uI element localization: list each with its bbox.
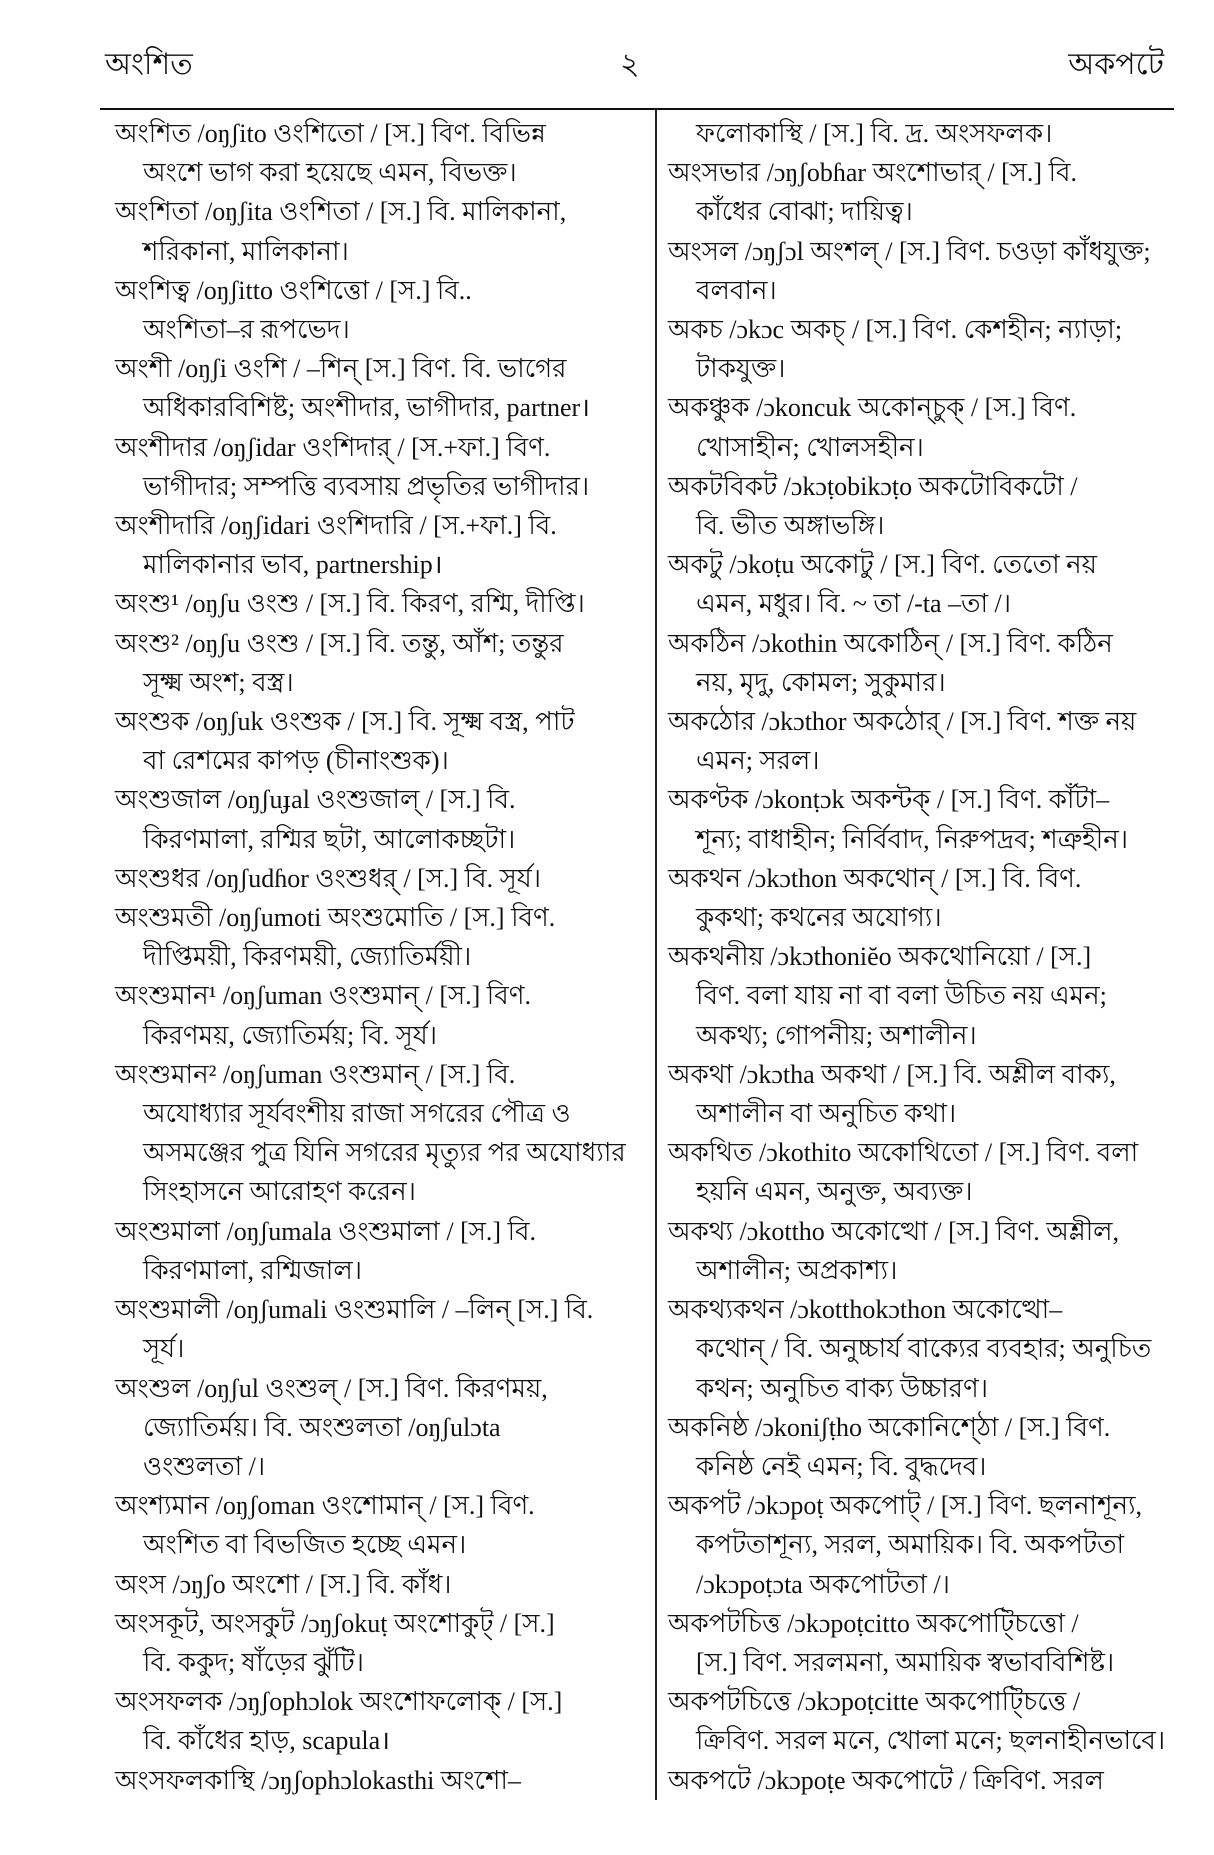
entry-headword-line: অকথন /ɔkɔthon অকথোন্ / [স.] বি. বিণ. — [668, 863, 1082, 893]
entry-headword-line: অংশুমান² /oŋʃuman ওংশুমান্ / [স.] বি. — [115, 1059, 516, 1089]
dictionary-entry — [668, 859, 1188, 937]
entry-headword-line: অংসকূট, অংসকুট /ɔŋʃokuṭ অংশোকুট্ / [স.] — [115, 1608, 555, 1638]
entry-headword-line: অকথিত /ɔkothito অকোথিতো / [স.] বিণ. বলা — [668, 1138, 1139, 1168]
entry-definition-line: সূক্ষ্ম অংশ; বস্ত্র। — [143, 667, 294, 697]
dictionary-entry — [115, 976, 650, 1054]
entry-definition-line: কিরণমালা, রশ্মির ছটা, আলোকচ্ছটা। — [143, 824, 516, 854]
entry-definition-line: এমন; সরল। — [696, 746, 820, 776]
entry-headword-line: অংস /ɔŋʃo অংশো / [স.] বি. কাঁধ। — [115, 1569, 452, 1599]
dictionary-entry — [115, 1369, 650, 1487]
dictionary-entry — [115, 192, 650, 270]
dictionary-entry — [115, 859, 650, 898]
entry-definition-line: শূন্য; বাধাহীন; নির্বিবাদ, নিরুপদ্রব; শত্রুহীন। — [696, 824, 1129, 854]
entry-headword-line: অংশুজাল /oŋʃuɟal ওংশুজাল্ / [স.] বি. — [115, 785, 516, 815]
entry-headword-line: অংশিত /oŋʃito ওংশিতো / [স.] বিণ. বিভিন্ন — [115, 119, 546, 148]
entry-definition-line: বলবান। — [696, 275, 777, 305]
entry-definition-line: বি. ককুদ; ষাঁড়ের ঝুঁটি। — [143, 1647, 364, 1677]
dictionary-entry — [668, 310, 1188, 388]
dictionary-entry — [115, 114, 650, 192]
dictionary-entry — [115, 506, 650, 584]
entry-definition-line: কিরণমালা, রশ্মিজাল। — [143, 1255, 363, 1285]
dictionary-entry — [668, 1055, 1188, 1133]
entry-definition-line: কাঁধের বোঝা; দায়িত্ব। — [696, 197, 913, 227]
dictionary-entry — [668, 1212, 1188, 1290]
dictionary-entry — [115, 1055, 650, 1212]
entry-definition-line: কনিষ্ঠ নেই এমন; বি. বুদ্ধদেব। — [696, 1451, 987, 1481]
dictionary-entry — [668, 1682, 1188, 1760]
entry-headword-line: অকঞ্চুক /ɔkoncuk অকোন্চুক্ / [স.] বিণ. — [668, 393, 1077, 423]
dictionary-entry — [668, 114, 1188, 153]
dictionary-entry — [115, 428, 650, 506]
entry-definition-line: ফলোকাস্থি / [স.] বি. দ্র. অংসফলক। — [696, 119, 1053, 148]
entry-definition-line: এমন, মধুর। বি. ~ তা /-ta –তা /। — [696, 589, 1012, 619]
entry-definition-line: বি. কাঁধের হাড়, scapula। — [143, 1726, 391, 1756]
dictionary-entry — [115, 584, 650, 623]
dictionary-entry — [115, 1212, 650, 1290]
entry-definition-line: সূর্য। — [143, 1334, 185, 1364]
entry-definition-line: শরিকানা, মালিকানা। — [143, 236, 349, 266]
entry-definition-line: বিণ. বলা যায় না বা বলা উচিত নয় এমন; — [696, 981, 1107, 1011]
dictionary-entry — [668, 545, 1188, 623]
dictionary-entry — [115, 1290, 650, 1368]
entry-headword-line: অংশিতা /oŋʃita ওংশিতা / [স.] বি. মালিকানা, — [115, 197, 567, 227]
dictionary-entry — [668, 153, 1188, 231]
entry-headword-line: অকপটে /ɔkɔpoṭe অকপোটে / ক্রিবিণ. সরল — [668, 1765, 1104, 1795]
entry-definition-line: কপটতাশূন্য, সরল, অমায়িক। বি. অকপটতা — [696, 1530, 1125, 1560]
dictionary-entry — [115, 271, 650, 349]
entry-headword-line: অংসফলক /ɔŋʃophɔlok অংশোফলোক্ / [স.] — [115, 1687, 563, 1717]
entry-headword-line: অকচ /ɔkɔc অকচ্ / [স.] বিণ. কেশহীন; ন্যাড়া; — [668, 315, 1123, 345]
page-number: ২ — [620, 48, 640, 81]
entry-definition-line: কথন; অনুচিত বাক্য উচ্চারণ। — [696, 1373, 988, 1403]
entry-definition-line: অংশিত বা বিভজিত হচ্ছে এমন। — [143, 1530, 467, 1560]
dictionary-entry — [115, 1565, 650, 1604]
entry-definition-line: অযোধ্যার সূর্যবংশীয় রাজা সগরের পৌত্র ও — [143, 1099, 571, 1129]
entry-headword-line: অংশুমালা /oŋʃumala ওংশুমালা / [স.] বি. — [115, 1216, 536, 1246]
dictionary-entry — [115, 1682, 650, 1760]
entry-headword-line: অকথ্য /ɔkottho অকোত্থো / [স.] বিণ. অশ্লীল, — [668, 1216, 1120, 1246]
dictionary-entry — [115, 349, 650, 427]
entry-headword-line: অংশী /oŋʃi ওংশি / –শিন্ [স.] বিণ. বি. ভাগের — [115, 354, 567, 384]
dictionary-entry — [115, 1486, 650, 1564]
entry-definition-line: ওংশুলতা /। — [143, 1451, 266, 1481]
dictionary-entry — [115, 898, 650, 976]
entry-definition-line: জ্যোতির্ময়। বি. অংশুলতা /oŋʃulɔta — [143, 1412, 501, 1442]
dictionary-entry — [115, 624, 650, 702]
entry-headword-line: অংশীদার /oŋʃidar ওংশিদার্ / [স.+ফা.] বিণ. — [115, 432, 551, 462]
entry-definition-line: অধিকারবিশিষ্ট; অংশীদার, ভাগীদার, partner। — [143, 393, 590, 423]
entry-headword-line: অংশুমতী /oŋʃumoti অংশুমোতি / [স.] বিণ. — [115, 903, 556, 933]
entry-definition-line: /ɔkɔpoṭɔta অকপোটতা /। — [696, 1569, 950, 1599]
entry-definition-line: কথোন্ / বি. অনুচ্চার্য বাক্যের ব্যবহার; অনুচিত — [696, 1334, 1152, 1364]
entry-headword-line: অকপটচিত্তে /ɔkɔpoṭcitte অকপোট্চিত্তে / — [668, 1687, 1081, 1717]
entry-headword-line: অকপট /ɔkɔpoṭ অকপোট্ / [স.] বিণ. ছলনাশূন্য, — [668, 1491, 1143, 1521]
entry-definition-line: অশালীন বা অনুচিত কথা। — [696, 1099, 957, 1129]
entry-headword-line: অংশ্যমান /oŋʃoman ওংশোমান্ / [স.] বিণ. — [115, 1491, 535, 1521]
entry-headword-line: অংশুমালী /oŋʃumali ওংশুমালি / –লিন্ [স.] বি. — [115, 1295, 594, 1325]
entry-headword-line: অংশুমান¹ /oŋʃuman ওংশুমান্ / [স.] বিণ. — [115, 981, 531, 1011]
entry-headword-line: অংশুল /oŋʃul ওংশুল্ / [স.] বিণ. কিরণময়, — [115, 1373, 548, 1403]
dictionary-entry — [668, 1290, 1188, 1408]
dictionary-entry — [668, 780, 1188, 858]
dictionary-entry — [668, 1604, 1188, 1682]
entry-definition-line: অসমঞ্জের পুত্র যিনি সগরের মৃত্যুর পর অযোধ্যার — [143, 1138, 626, 1168]
entry-headword-line: অকনিষ্ঠ /ɔkoniʃṭho অকোনিশ্ঠো / [স.] বিণ. — [668, 1412, 1111, 1442]
dictionary-entry — [115, 780, 650, 858]
entry-headword-line: অকটবিকট /ɔkɔṭobikɔṭo অকটোবিকটো / — [668, 471, 1078, 501]
entry-definition-line: কুকথা; কথনের অযোগ্য। — [696, 903, 942, 933]
entry-headword-line: অকপটচিত্ত /ɔkɔpoṭcitto অকপোট্চিত্তো / — [668, 1608, 1079, 1638]
dictionary-entry — [668, 1486, 1188, 1604]
entry-headword-line: অংশুধর /oŋʃudɦor ওংশুধর্ / [স.] বি. সূর্য। — [115, 863, 542, 893]
entry-headword-line: অংসভার /ɔŋʃobɦar অংশোভার্ / [স.] বি. — [668, 158, 1077, 188]
entry-headword-line: অংশুক /oŋʃuk ওংশুক / [স.] বি. সূক্ষ্ম বস্ত্র, পাট — [115, 707, 575, 737]
column-divider — [655, 110, 657, 1800]
entry-headword-line: অকথনীয় /ɔkɔthoniĕo অকথোনিয়ো / [স.] — [668, 942, 1092, 972]
entry-definition-line: টাকযুক্ত। — [696, 354, 786, 384]
entry-definition-line: দীপ্তিময়ী, কিরণময়ী, জ্যোতির্ময়ী। — [143, 942, 472, 972]
entry-definition-line: অংশে ভাগ করা হয়েছে এমন, বিভক্ত। — [143, 158, 517, 188]
dictionary-entry — [115, 1761, 650, 1800]
entry-definition-line: খোসাহীন; খোলসহীন। — [696, 432, 924, 462]
entry-headword-line: অকথা /ɔkɔtha অকথা / [স.] বি. অশ্লীল বাক্য, — [668, 1059, 1116, 1089]
dictionary-entry — [668, 388, 1188, 466]
dictionary-entry — [668, 1133, 1188, 1211]
entry-definition-line: বা রেশমের কাপড় (চীনাংশুক)। — [143, 746, 449, 776]
entry-headword-line: অকঠোর /ɔkɔthor অকঠোর্ / [স.] বিণ. শক্ত নয় — [668, 707, 1137, 737]
entry-headword-line: অকটু /ɔkoṭu অকোটু / [স.] বিণ. তেতো নয় — [668, 550, 1097, 580]
dictionary-entry — [668, 702, 1188, 780]
entry-headword-line: অকঠিন /ɔkothin অকোঠিন্ / [স.] বিণ. কঠিন — [668, 628, 1113, 658]
entry-headword-line: অংশু² /oŋʃu ওংশু / [স.] বি. তন্তু, আঁশ; তন্তুর — [115, 628, 564, 658]
entry-headword-line: অংসফলকাস্থি /ɔŋʃophɔlokasthi অংশো– — [115, 1765, 521, 1795]
dictionary-entry — [668, 467, 1188, 545]
left-guide-word: অংশিত — [105, 48, 193, 81]
entry-headword-line: অংশীদারি /oŋʃidari ওংশিদারি / [স.+ফা.] বি. — [115, 511, 557, 541]
entry-definition-line: ক্রিবিণ. সরল মনে, খোলা মনে; ছলনাহীনভাবে। — [696, 1726, 1166, 1756]
entry-headword-line: অংসল /ɔŋʃɔl অংশল্ / [স.] বিণ. চওড়া কাঁধযুক্ত; — [668, 236, 1151, 266]
entry-definition-line: [স.] বিণ. সরলমনা, অমায়িক স্বভাববিশিষ্ট। — [696, 1647, 1115, 1677]
dictionary-entry — [668, 624, 1188, 702]
entry-definition-line: মালিকানার ভাব, partnership। — [143, 550, 443, 580]
dictionary-entry — [668, 232, 1188, 310]
right-guide-word: অকপটে — [1068, 48, 1164, 81]
dictionary-entry — [668, 1408, 1188, 1486]
entry-definition-line: অকথ্য; গোপনীয়; অশালীন। — [696, 1020, 977, 1050]
entry-headword-line: অকণ্টক /ɔkonṭɔk অকন্টক্ / [স.] বিণ. কাঁটা– — [668, 785, 1110, 815]
entry-definition-line: নয়, মৃদু, কোমল; সুকুমার। — [696, 667, 946, 697]
dictionary-entry — [668, 937, 1188, 1055]
entry-definition-line: ভাগীদার; সম্পত্তি ব্যবসায় প্রভৃতির ভাগীদার। — [143, 471, 590, 501]
entry-definition-line: অশালীন; অপ্রকাশ্য। — [696, 1255, 898, 1285]
entry-headword-line: অকথ্যকথন /ɔkotthokɔthon অকোত্থো– — [668, 1295, 1063, 1325]
entry-definition-line: কিরণময়, জ্যোতির্ময়; বি. সূর্য। — [143, 1020, 438, 1050]
entry-definition-line: বি. ভীত অঙ্গাভঙ্গি। — [696, 511, 885, 541]
entry-definition-line: অংশিতা–র রূপভেদ। — [143, 315, 350, 345]
entry-definition-line: হয়নি এমন, অনুক্ত, অব্যক্ত। — [696, 1177, 973, 1207]
entry-definition-line: সিংহাসনে আরোহণ করেন। — [143, 1177, 416, 1207]
entry-headword-line: অংশু¹ /oŋʃu ওংশু / [স.] বি. কিরণ, রশ্মি, দীপ্তি। — [115, 589, 585, 619]
dictionary-entry — [115, 1604, 650, 1682]
left-column — [115, 114, 650, 1800]
right-column — [668, 114, 1188, 1800]
entry-headword-line: অংশিত্ব /oŋʃitto ওংশিত্তো / [স.] বি.. — [115, 275, 472, 305]
header-rule — [100, 108, 1174, 110]
dictionary-entry — [115, 702, 650, 780]
dictionary-entry — [668, 1761, 1188, 1800]
